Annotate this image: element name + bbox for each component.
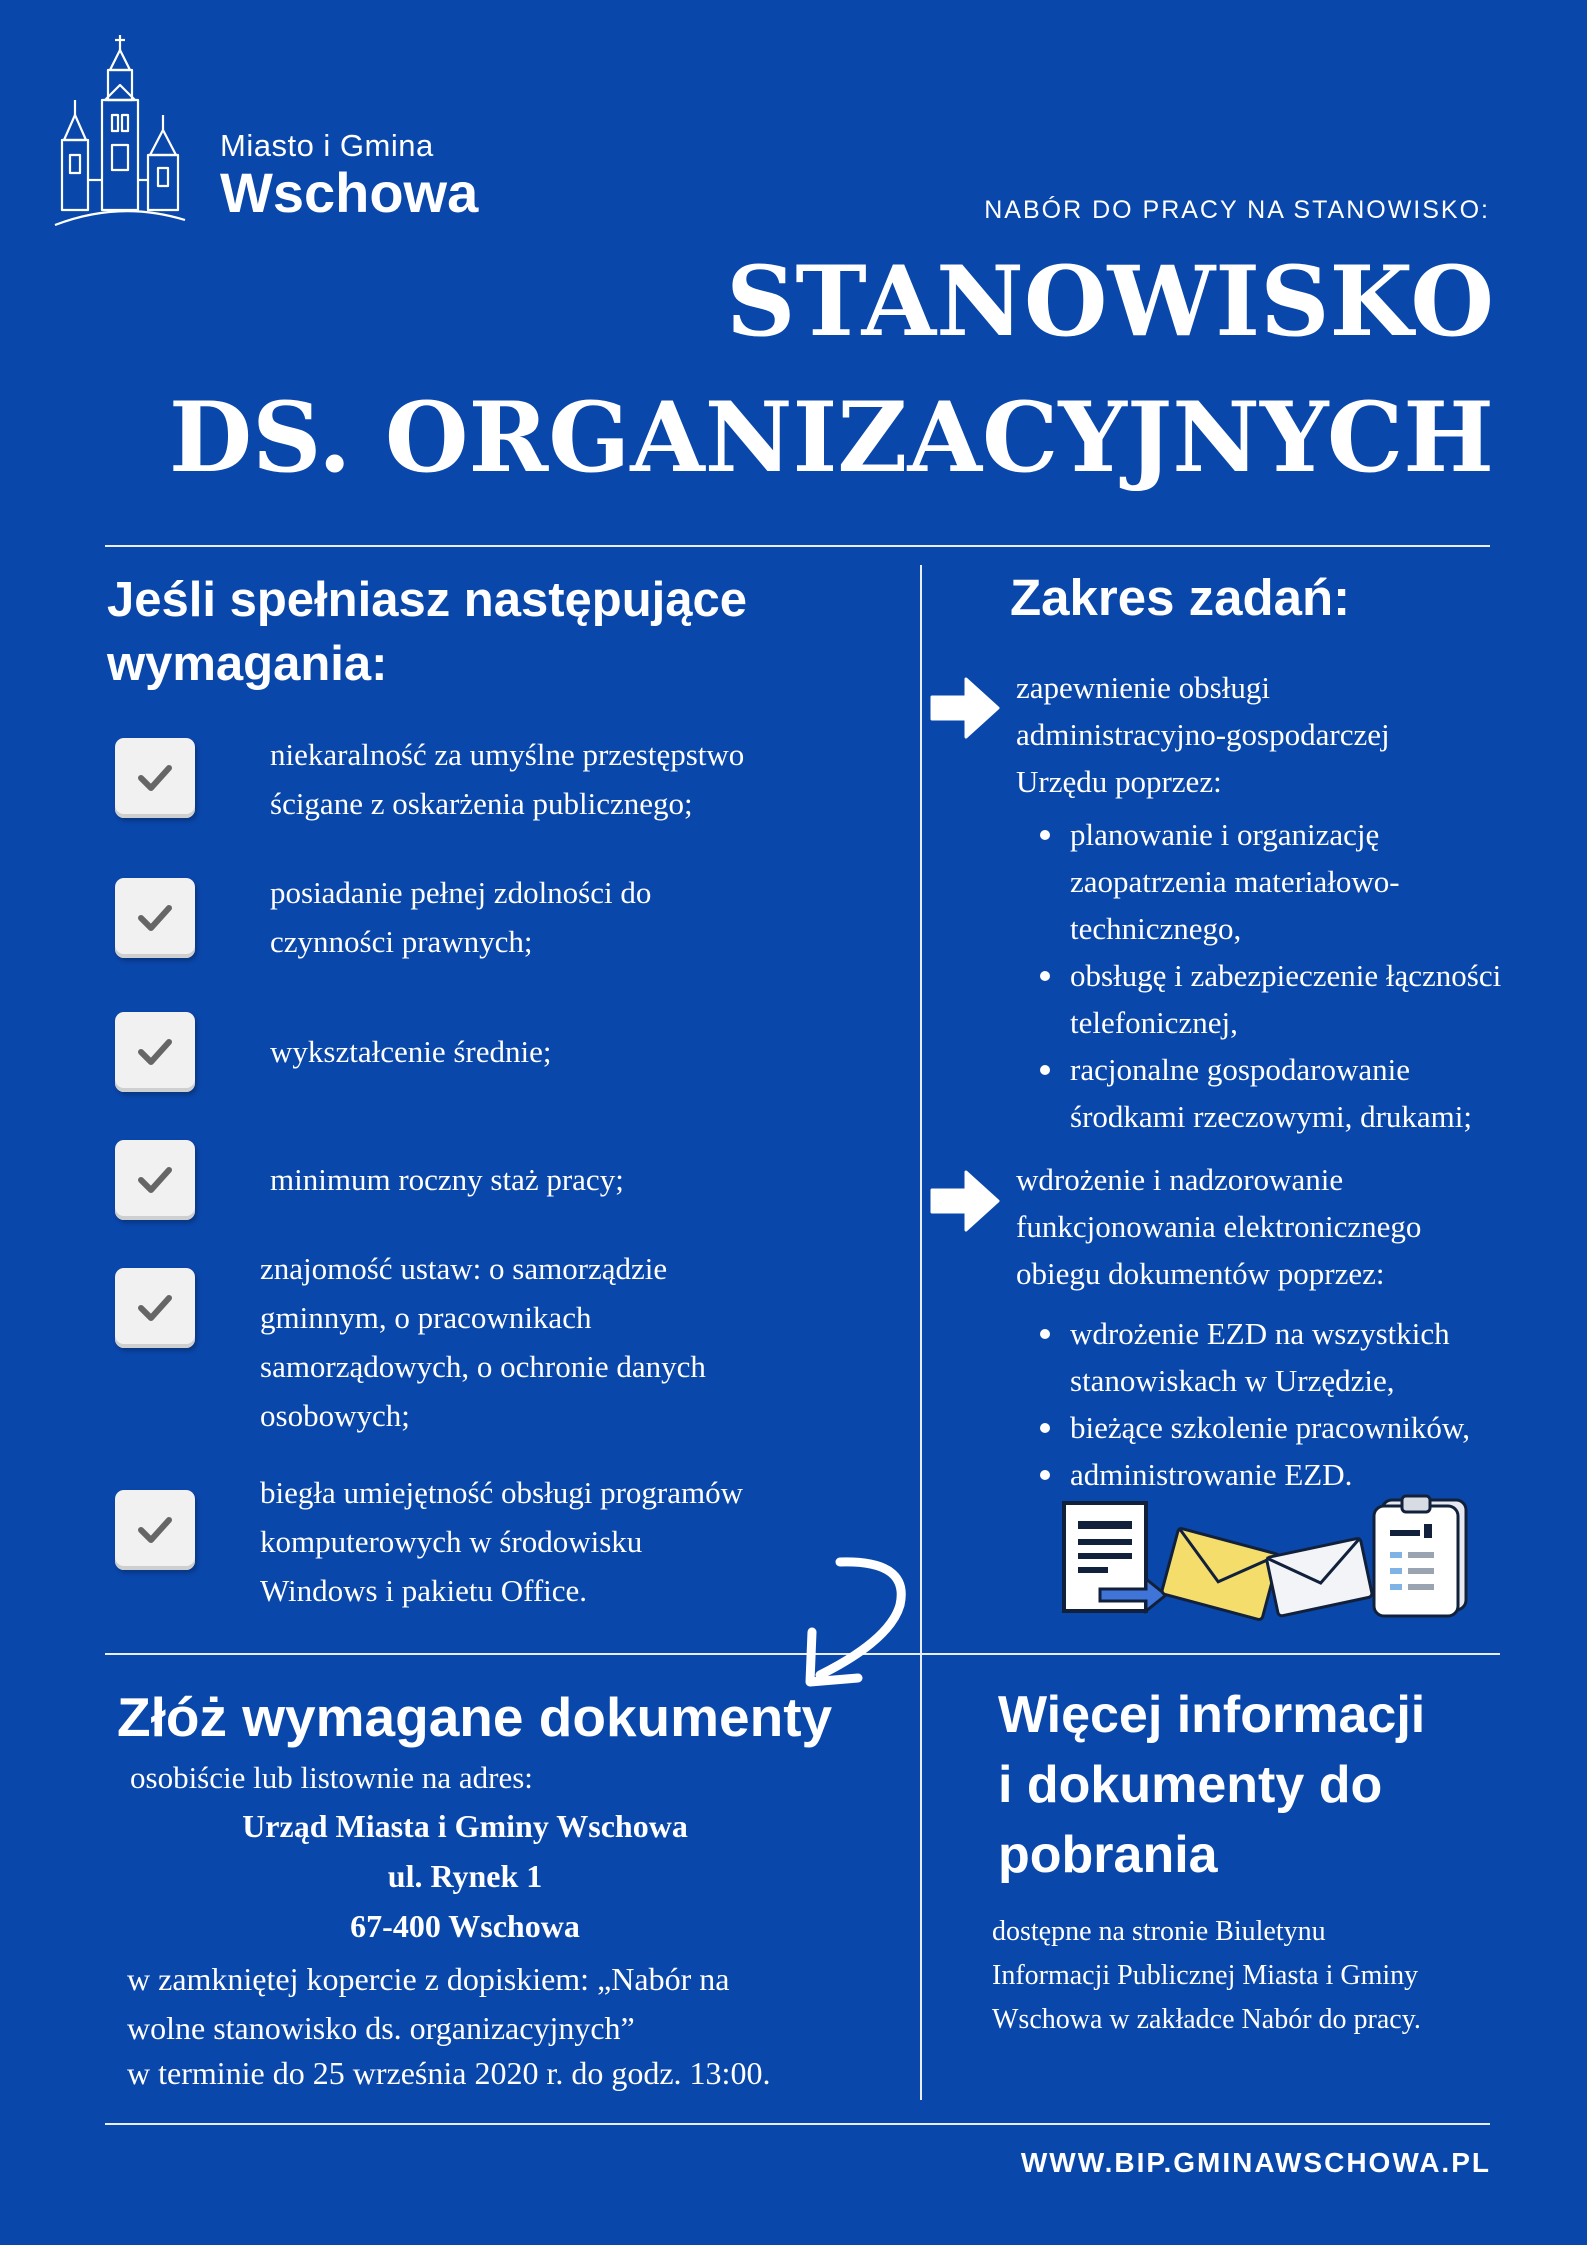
requirement-line: samorządowych, o ochronie danych [260,1349,706,1384]
requirement-line: ścigane z oskarżenia publicznego; [270,786,693,821]
clipboard-icon [1368,1490,1473,1625]
bullet-line: planowanie i organizację [1070,817,1380,852]
requirement-text [260,1244,706,1440]
bullet-line: środkami rzeczowymi, drukami; [1070,1099,1473,1134]
bullet-line: administrowanie EZD. [1070,1457,1353,1492]
requirement-line: komputerowych w środowisku [260,1524,643,1559]
requirement-line: biegła umiejętność obsługi programów [260,1475,743,1510]
list-item [1070,1404,1570,1451]
documents-heading: Złóż wymagane dokumenty [117,1686,833,1748]
page-title-line1: STANOWISKO [726,245,1494,358]
requirement-line: osobowych; [260,1398,410,1433]
envelope-icon [1265,1525,1375,1630]
requirements-heading [107,568,867,696]
requirement-line: czynności prawnych; [270,924,533,959]
address-line1: Urząd Miasta i Gminy Wschowa [242,1808,688,1844]
more-info-line: Wschowa w zakładce Nabór do pracy. [992,2004,1421,2035]
more-info-heading-line: Więcej informacji [998,1686,1426,1744]
bullet-line: bieżące szkolenie pracowników, [1070,1410,1470,1445]
address-line3: 67-400 Wschowa [350,1908,580,1944]
document-send-icon [1060,1495,1170,1630]
page-title-line2: DS. ORGANIZACYJNYCH [168,381,1494,494]
bullet-line: technicznego, [1070,911,1242,946]
requirement-text [270,868,651,966]
more-info-line: Informacji Publicznej Miasta i Gminy [992,1960,1419,1991]
list-item [1070,1046,1570,1140]
checkmark-icon [115,1012,195,1092]
curved-arrow-icon [790,1540,930,1705]
requirement-text [260,1468,743,1615]
divider-top [105,545,1490,547]
checkmark-icon [115,738,195,818]
bullet-line: zaopatrzenia materiałowo- [1070,864,1400,899]
more-info-heading [998,1680,1518,1890]
requirement-line: znajomość ustaw: o samorządzie [260,1251,668,1286]
bullet-line: telefonicznej, [1070,1005,1238,1040]
brand-small-label: Miasto i Gmina [220,128,434,163]
documents-note [127,1955,887,2053]
bullet-line: stanowiskach w Urzędzie, [1070,1363,1395,1398]
list-item [1070,811,1570,952]
requirement-item [115,875,875,988]
task-line: Urzędu poprzez: [1016,764,1222,799]
task-group-2 [1016,1156,1421,1297]
task-group-2-bullets [1070,1310,1570,1498]
bullet-line: wdrożenie EZD na wszystkich [1070,1316,1450,1351]
town-hall-logo-icon [50,30,190,230]
more-info-heading-line: pobrania [998,1826,1218,1884]
documents-deadline: w terminie do 25 września 2020 r. do godz. 13:00. [127,2055,771,2091]
task-line: administracyjno-gospodarczej [1016,717,1390,752]
footer-url-link[interactable]: WWW.BIP.GMINAWSCHOWA.PL [1020,2147,1491,2178]
more-info-heading-line: i dokumenty do [998,1756,1383,1814]
divider-bottom [105,2123,1490,2125]
more-info-text [992,1910,1512,2042]
task-group-1 [1016,664,1390,805]
list-item [1070,1451,1570,1498]
requirement-line: niekaralność za umyślne przestępstwo [270,737,745,772]
requirement-item [115,1475,875,1608]
requirement-text [270,730,744,828]
brand-name: Wschowa [220,161,479,224]
requirement-line: posiadanie pełnej zdolności do [270,875,652,910]
address-line2: ul. Rynek 1 [387,1858,543,1894]
more-info-line: dostępne na stronie Biuletynu [992,1916,1326,1947]
requirements-heading-line2: wymagania: [107,637,388,691]
list-item [1070,952,1570,1046]
requirement-item [115,1251,875,1433]
checkmark-icon [115,878,195,958]
bullet-line: racjonalne gospodarowanie [1070,1052,1411,1087]
envelope-icon [1160,1520,1280,1635]
requirement-text [270,1027,551,1076]
requirement-item [115,738,875,848]
task-line: wdrożenie i nadzorowanie [1016,1162,1344,1197]
tasks-heading: Zakres zadań: [1010,569,1351,626]
documents-intro: osobiście lub listownie na adres: [130,1760,533,1795]
right-arrow-icon [930,1168,1000,1239]
checkmark-icon [115,1140,195,1220]
requirement-line: Windows i pakietu Office. [260,1573,588,1608]
checkmark-icon [115,1490,195,1570]
checkmark-icon [115,1268,195,1348]
note-line: w zamkniętej kopercie z dopiskiem: „Nabór na [127,1961,730,1997]
task-line: funkcjonowania elektronicznego [1016,1209,1422,1244]
right-arrow-icon [930,675,1000,746]
task-line: obiegu dokumentów poprzez: [1016,1256,1385,1291]
requirement-line: wykształcenie średnie; [270,1034,552,1069]
requirement-text [270,1155,624,1204]
bullet-line: obsługę i zabezpieczenie łączności [1070,958,1502,993]
requirement-item [115,1012,875,1122]
list-item [1070,1310,1570,1404]
requirement-item [115,1140,875,1250]
requirement-line: minimum roczny staż pracy; [270,1162,624,1197]
note-line: wolne stanowisko ds. organizacyjnych” [127,2010,635,2046]
requirement-line: gminnym, o pracownikach [260,1300,592,1335]
requirements-heading-line1: Jeśli spełniasz następujące [107,573,748,627]
task-group-1-bullets [1070,811,1570,1140]
task-line: zapewnienie obsługi [1016,670,1270,705]
subtitle: NABÓR DO PRACY NA STANOWISKO: [984,196,1490,224]
